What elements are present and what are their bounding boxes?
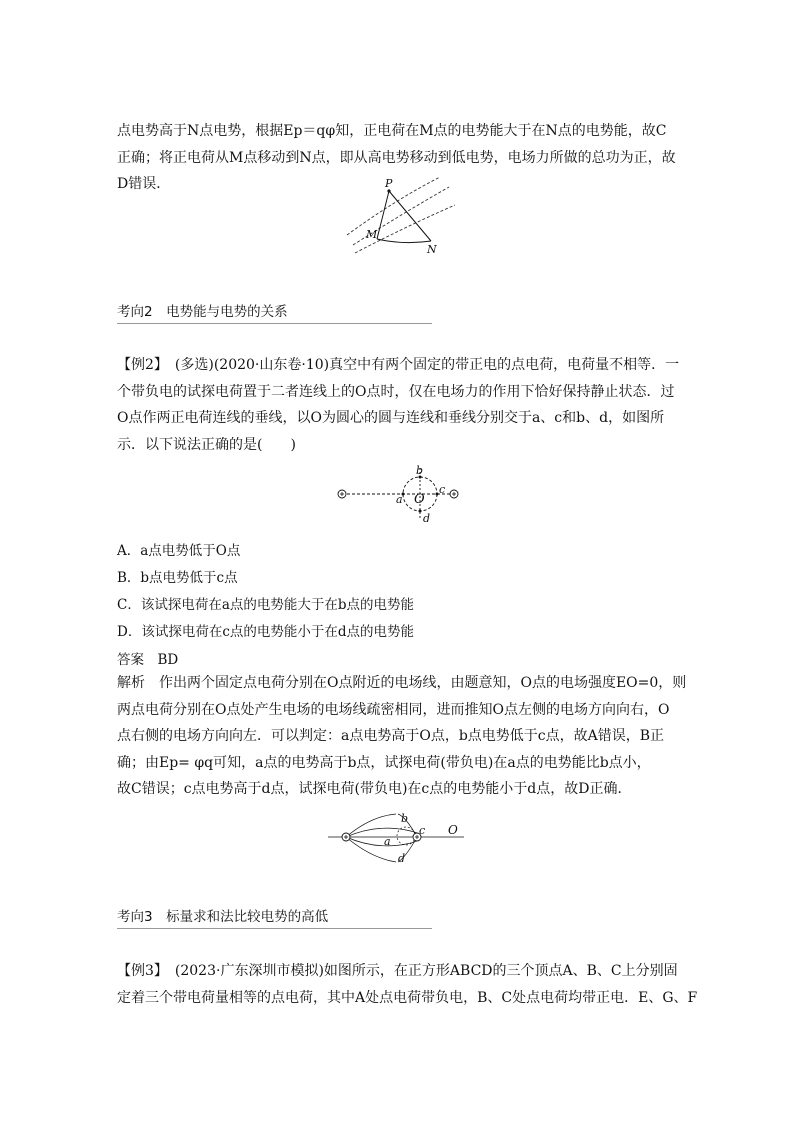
analysis-line-5: 故C错误；c点电势高于d点，试探电荷(带负电)在c点的电势能小于d点，故D正确． xyxy=(117,781,632,797)
field-line-5 xyxy=(346,814,396,837)
analysis-paragraph xyxy=(117,670,687,803)
intro-line-3: D错误． xyxy=(117,176,171,192)
example-3-line-2: 定着三个带电荷量相等的点电荷，其中A处点电荷带负电，B、C处点电荷均带正电．E、G、F xyxy=(117,989,698,1006)
label-o: O xyxy=(414,492,425,507)
field-line-1 xyxy=(346,828,419,837)
figure-pmn-svg xyxy=(345,175,455,257)
example-2-paragraph xyxy=(117,352,680,458)
figure-charges-circle xyxy=(330,462,470,530)
label-b: b xyxy=(401,812,409,825)
label-d: d xyxy=(423,512,431,525)
line-pn xyxy=(389,191,431,241)
intro-line-1: 点电势高于N点电势，根据Ep＝qφ知，正电荷在M点的电势能大于在N点的电势能，故C xyxy=(117,123,667,139)
intro-line-2: 正确；将正电荷从M点移动到N点，即从高电势移动到低电势，电场力所做的总功为正，故 xyxy=(117,149,676,166)
line-mn xyxy=(377,239,431,243)
figure-field-lines-svg xyxy=(326,812,466,866)
option-d: D．该试探电荷在c点的电势能小于在d点的电势能 xyxy=(117,624,415,640)
label-a: a xyxy=(396,493,403,506)
label-p: P xyxy=(385,177,393,190)
answer: 答案 BD xyxy=(117,652,179,668)
section-heading-2: 考向2 电势能与电势的关系 xyxy=(117,300,432,324)
analysis-line-2: 两点电荷分别在O点处产生电场的电场线疏密相同，进而推知O点左侧的电场方向向右，O xyxy=(117,701,670,718)
figure-field-lines xyxy=(326,812,466,870)
label-b: b xyxy=(416,464,424,477)
label-c: c xyxy=(439,483,446,496)
example-2-line-1: 【例2】 (多选)(2020·山东卷·10)真空中有两个固定的带正电的点电荷，电荷量不相等．一 xyxy=(117,357,680,373)
example-2-line-2: 个带负电的试探电荷置于二者连线上的O点时，仅在电场力的作用下恰好保持静止状态．过 xyxy=(117,383,675,400)
section-heading-3: 考向3 标量求和法比较电势的高低 xyxy=(117,905,432,929)
analysis-line-1: 解析 作出两个固定点电荷分别在O点附近的电场线，由题意知，O点的电场强度EO=0，则 xyxy=(117,675,687,691)
label-c: c xyxy=(419,824,426,837)
line-pm xyxy=(377,191,389,239)
analysis-line-4: 确；由Ep= φq可知，a点的电势高于b点，试探电荷(带负电)在a点的电势能比b点小， xyxy=(117,754,651,771)
point-d xyxy=(419,510,422,513)
label-a: a xyxy=(384,835,391,848)
example-3-line-1: 【例3】 (2023·广东深圳市模拟)如图所示，在正方形ABCD的三个顶点A、B、C上分别固 xyxy=(117,963,678,979)
figure-charges-circle-svg xyxy=(330,462,470,526)
equipotential-arc-2 xyxy=(347,177,440,235)
example-2-line-3: O点作两正电荷连线的垂线，以O为圆心的圆与连线和垂线分别交于a、c和b、d，如图所 xyxy=(117,410,665,426)
example-3-paragraph xyxy=(117,958,698,1011)
figure-pmn xyxy=(345,175,455,261)
label-o: O xyxy=(448,823,458,837)
label-n: N xyxy=(427,243,437,256)
option-a: A．a点电势低于O点 xyxy=(117,543,241,559)
label-m: M xyxy=(366,228,378,241)
analysis-line-3: 点右侧的电场方向向左．可以判定：a点电势高于O点，b点电势低于c点，故A错误，B正 xyxy=(117,728,665,744)
option-c: C．该试探电荷在a点的电势能大于在b点的电势能 xyxy=(117,597,415,613)
option-b: B．b点电势低于c点 xyxy=(117,570,238,586)
label-d: d xyxy=(398,852,406,865)
example-2-line-4: 示．以下说法正确的是( ) xyxy=(117,436,296,453)
field-line-2 xyxy=(346,837,419,846)
